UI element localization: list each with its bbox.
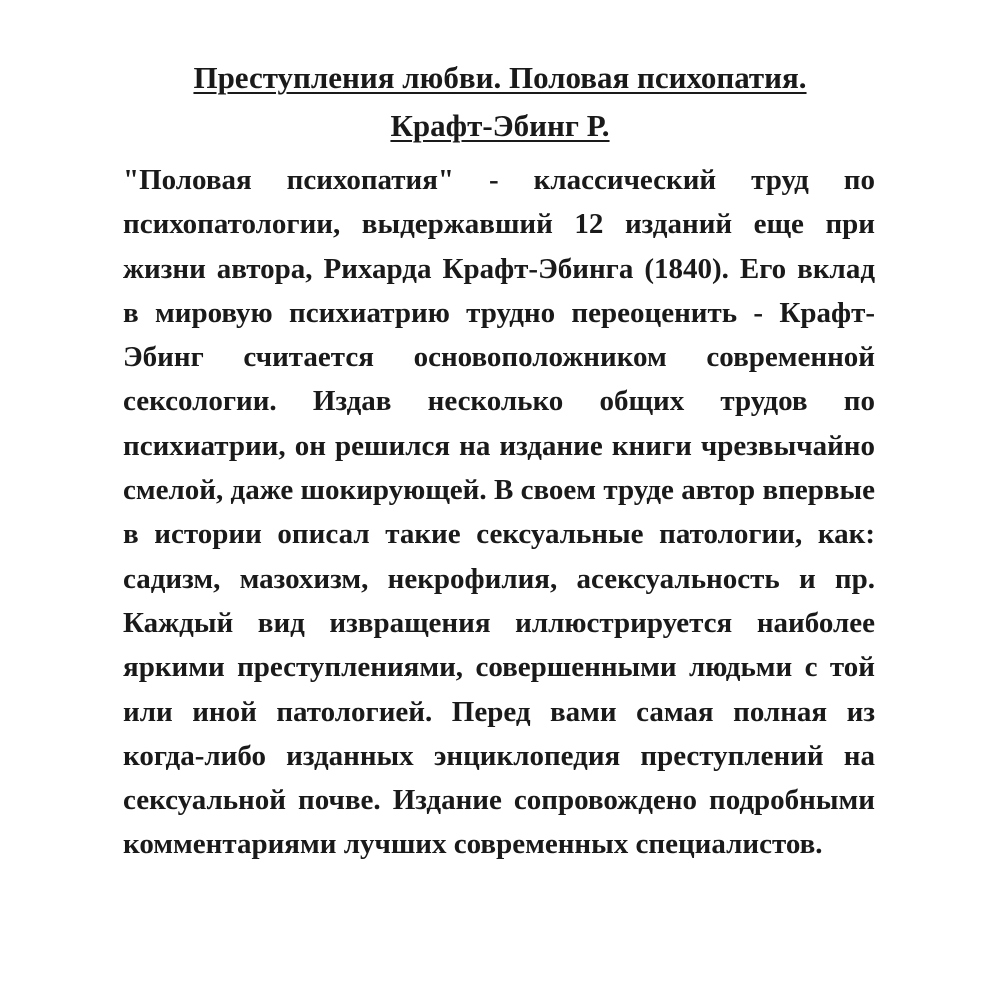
book-title [0, 54, 1000, 150]
book-title-line-1: Преступления любви. Половая психопатия. [193, 60, 807, 95]
book-title-line-2: Крафт-Эбинг Р. [390, 108, 610, 143]
book-description: "Половая психопатия" - классический труд по психопатологии, выдержавший 12 изданий еще при жизни автора, Рихарда Крафт-Эбинга (1840). Его вклад в мировую психиатрию трудно переоценить - Крафт-Эбинг считается основоположником современной сексологии. Издав несколько общих трудов по психиатрии, он решился на издание книги чрезвычайно смелой, даже шокирующей. В своем труде автор впервые в истории описал такие сексуальные патологии, как: садизм, мазохизм, некрофилия, асексуальность и пр. Каждый вид извращения иллюстрируется наиболее яркими преступлениями, совершенными людьми с той или иной патологией. Перед вами самая полная из когда-либо изданных энциклопедия преступлений на сексуальной почве. Издание сопровождено подробными комментариями лучших современных специалистов. [123, 164, 875, 861]
